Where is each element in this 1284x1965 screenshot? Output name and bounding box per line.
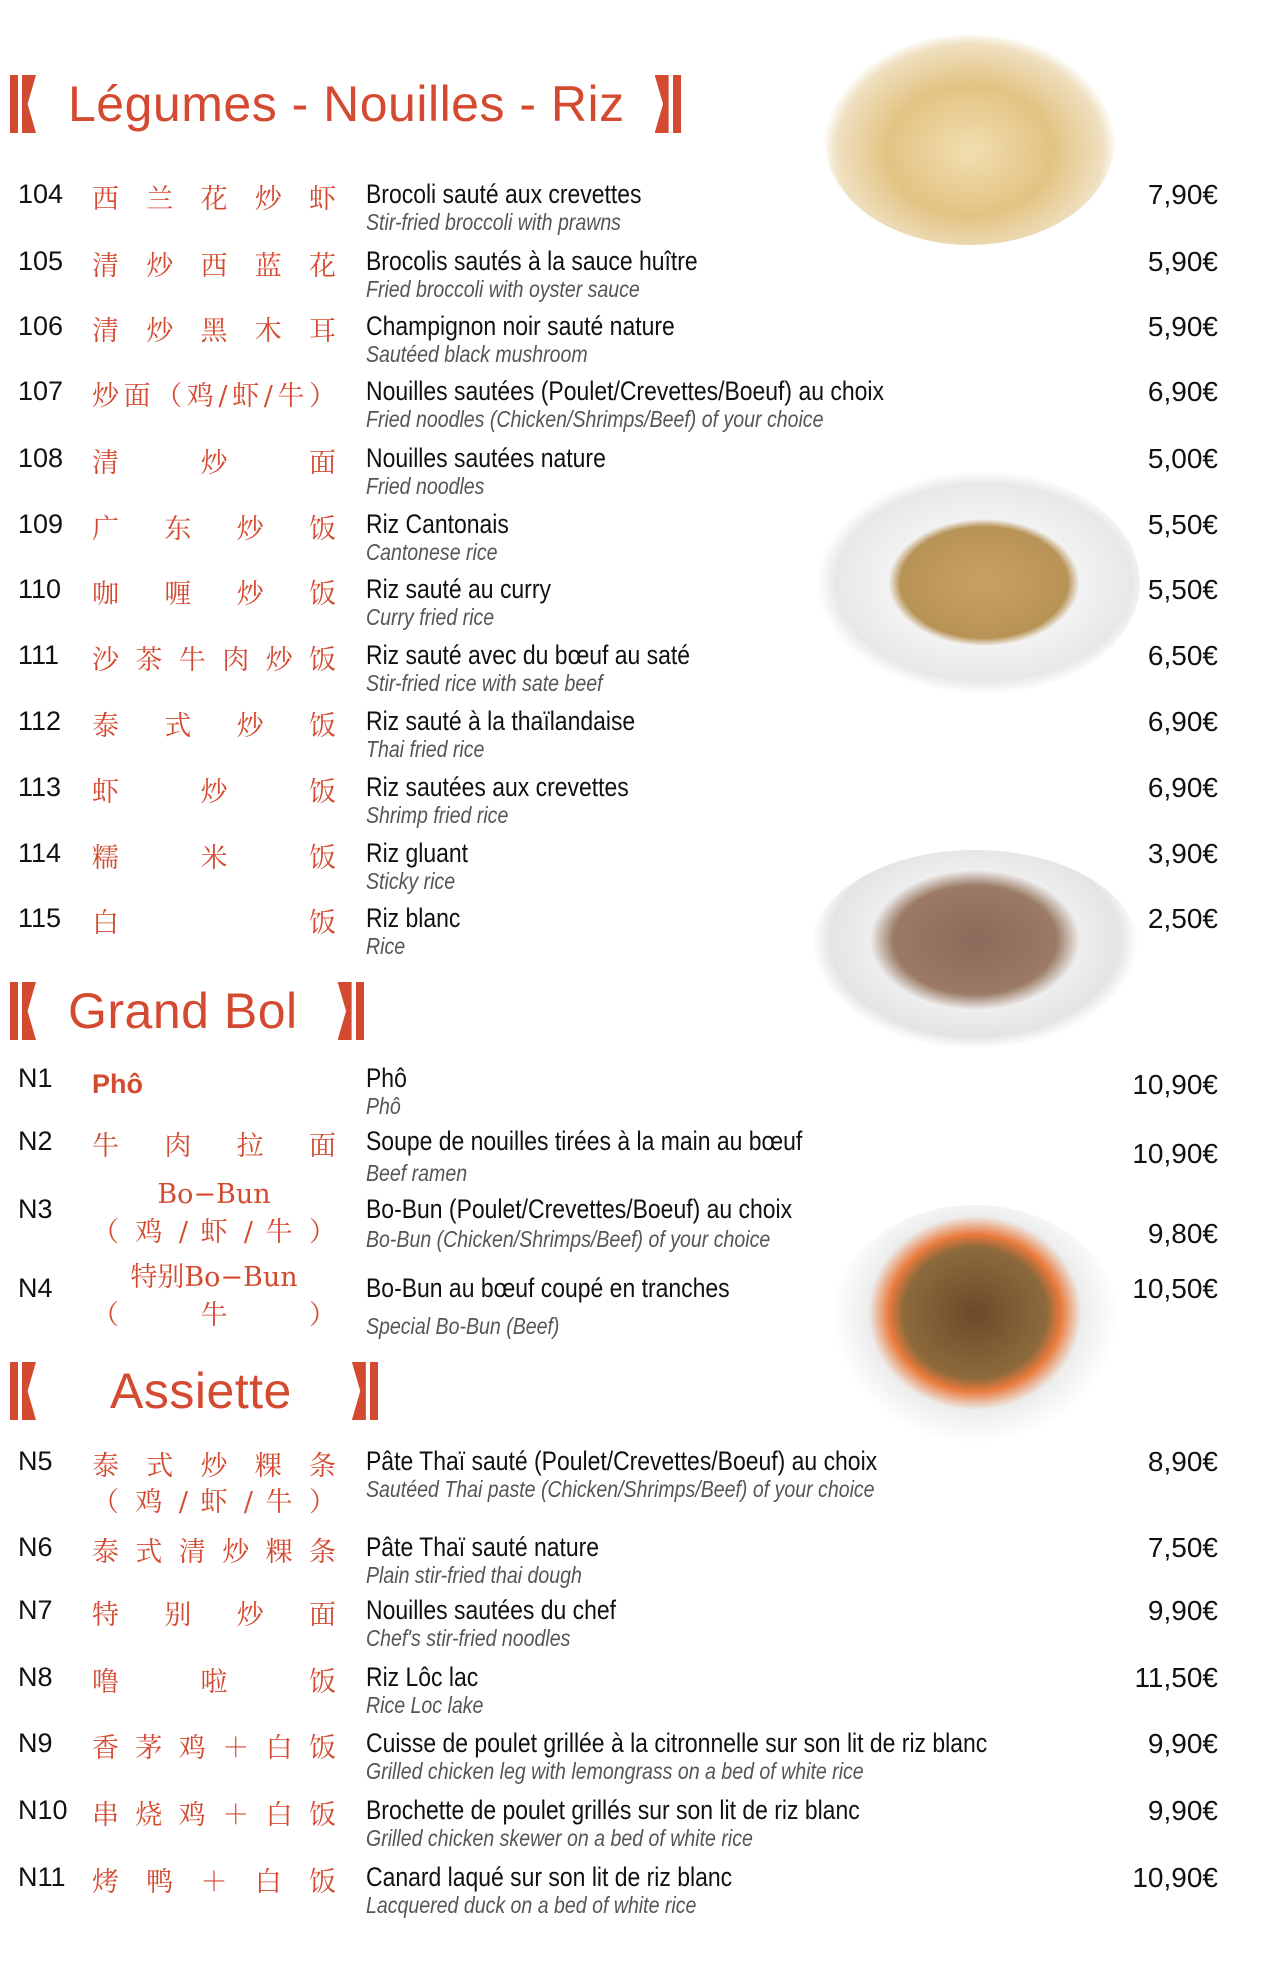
item-number: 110	[18, 574, 62, 604]
item-price: 7,90€	[1147, 179, 1218, 210]
item-chinese-name: 泰 式 炒 粿 条	[92, 1451, 336, 1482]
item-english-name: Fried noodles	[366, 473, 485, 499]
noodles-photo	[825, 35, 1115, 245]
item-french-name: Riz sauté avec du bœuf au saté	[366, 640, 691, 670]
item-english-name: Shrimp fried rice	[366, 802, 509, 828]
item-chinese-name: 广 东 炒 饭	[92, 514, 336, 545]
item-english-name: Stir-fried broccoli with prawns	[366, 209, 621, 235]
item-chinese-name: 特别Bo−Bun	[130, 1262, 298, 1293]
item-number: 106	[18, 311, 64, 341]
bo-bun-bowl-photo	[830, 1205, 1120, 1445]
item-chinese-variant: （ 鸡 / 虾 / 牛 ）	[92, 1217, 336, 1248]
item-number: 107	[18, 376, 64, 406]
item-french-name: Riz gluant	[366, 838, 469, 868]
item-number: 113	[18, 772, 62, 802]
item-french-name: Riz Lôc lac	[366, 1662, 479, 1692]
item-french-name: Pâte Thaï sauté nature	[366, 1532, 600, 1562]
item-english-name: Sticky rice	[366, 868, 456, 894]
item-chinese-name: 噜 啦 饭	[92, 1667, 336, 1698]
item-number: N2	[18, 1126, 53, 1156]
item-french-name: Brocoli sauté aux crevettes	[366, 179, 642, 209]
item-english-name: Phô	[366, 1093, 401, 1119]
item-english-name: Rice Loc lake	[366, 1692, 484, 1718]
item-chinese-name: 白 饭	[92, 908, 336, 939]
item-price: 10,50€	[1132, 1273, 1218, 1304]
item-english-name: Plain stir-fried thai dough	[366, 1562, 582, 1588]
item-french-name: Brochette de poulet grillés sur son lit de riz blanc	[366, 1795, 860, 1825]
item-number: N6	[18, 1532, 53, 1562]
bracket-right-icon	[651, 75, 681, 133]
item-price: 11,50€	[1134, 1662, 1218, 1693]
item-english-name: Rice	[366, 933, 406, 959]
item-number: N11	[18, 1862, 66, 1892]
item-english-name: Grilled chicken leg with lemongrass on a bed of white rice	[366, 1758, 864, 1784]
item-number: 111	[18, 640, 60, 670]
bracket-left-icon	[10, 75, 40, 133]
section-title: Assiette	[110, 1363, 292, 1419]
item-chinese-variant: （ 牛 ）	[92, 1300, 336, 1331]
section-header-grand-bol	[10, 980, 364, 1042]
item-chinese-name: 炒面（鸡/虾/牛）	[92, 381, 336, 412]
item-french-name: Bo-Bun au bœuf coupé en tranches	[366, 1273, 730, 1303]
item-french-name: Canard laqué sur son lit de riz blanc	[366, 1862, 733, 1892]
item-price: 8,90€	[1147, 1446, 1218, 1477]
bracket-left-icon	[10, 982, 40, 1040]
item-chinese-name: 沙 茶 牛 肉 炒 饭	[92, 645, 336, 676]
item-price: 6,90€	[1147, 376, 1218, 407]
item-english-name: Chef's stir-fried noodles	[366, 1625, 571, 1651]
item-number: N4	[18, 1273, 53, 1303]
item-english-name: Curry fried rice	[366, 604, 495, 630]
item-english-name: Bo-Bun (Chicken/Shrimps/Beef) of your choice	[366, 1226, 771, 1252]
section-header-legumes	[10, 73, 681, 135]
item-number: 115	[18, 903, 62, 933]
item-chinese-name: 清 炒 面	[92, 448, 336, 479]
item-price: 10,90€	[1132, 1862, 1218, 1893]
item-french-name: Riz sauté au curry	[366, 574, 551, 604]
item-english-name: Beef ramen	[366, 1160, 468, 1186]
item-english-name: Lacquered duck on a bed of white rice	[366, 1892, 697, 1918]
bracket-right-icon	[334, 982, 364, 1040]
item-number: N5	[18, 1446, 53, 1476]
item-price: 5,00€	[1147, 443, 1218, 474]
item-french-name: Soupe de nouilles tirées à la main au bœuf	[366, 1126, 803, 1156]
item-french-name: Champignon noir sauté nature	[366, 311, 675, 341]
item-number: 104	[18, 179, 64, 209]
item-french-name: Phô	[366, 1063, 407, 1093]
item-price: 5,90€	[1147, 311, 1218, 342]
item-price: 2,50€	[1147, 903, 1218, 934]
item-chinese-name: 泰 式 炒 饭	[92, 711, 336, 742]
item-number: N8	[18, 1662, 53, 1692]
item-chinese-name: 咖 喱 炒 饭	[92, 579, 336, 610]
item-chinese-name: Phô	[92, 1069, 143, 1099]
item-price: 9,90€	[1147, 1728, 1218, 1759]
item-price: 7,50€	[1147, 1532, 1218, 1563]
item-price: 3,90€	[1147, 838, 1218, 869]
item-chinese-name: Bo−Bun	[157, 1179, 271, 1210]
item-chinese-name: 清 炒 黑 木 耳	[92, 316, 336, 347]
item-english-name: Thai fried rice	[366, 736, 485, 762]
item-price: 9,80€	[1147, 1218, 1218, 1249]
item-chinese-name: 烤 鸭 ＋ 白 饭	[92, 1867, 336, 1898]
item-chinese-name: 串 烧 鸡 ＋ 白 饭	[92, 1800, 336, 1831]
fried-rice-photo	[815, 470, 1140, 695]
item-number: N3	[18, 1194, 53, 1224]
item-number: 109	[18, 509, 64, 539]
item-number: N10	[18, 1795, 68, 1825]
item-number: 112	[18, 706, 62, 736]
bracket-left-icon	[10, 1362, 40, 1420]
section-title: Grand Bol	[68, 983, 298, 1039]
item-price: 6,90€	[1147, 706, 1218, 737]
item-number: N1	[18, 1063, 53, 1093]
item-french-name: Riz blanc	[366, 903, 461, 933]
section-header-assiette	[10, 1360, 378, 1422]
item-french-name: Pâte Thaï sauté (Poulet/Crevettes/Boeuf) au choix	[366, 1446, 878, 1476]
pho-bowl-photo	[810, 850, 1140, 1050]
item-french-name: Cuisse de poulet grillée à la citronnelle sur son lit de riz blanc	[366, 1728, 988, 1758]
item-french-name: Riz Cantonais	[366, 509, 509, 539]
item-chinese-name: 清 炒 西 蓝 花	[92, 251, 336, 282]
item-english-name: Sautéed black mushroom	[366, 341, 588, 367]
item-chinese-name: 糯 米 饭	[92, 843, 336, 874]
item-french-name: Riz sauté à la thaïlandaise	[366, 706, 636, 736]
item-price: 10,90€	[1132, 1069, 1218, 1100]
item-price: 6,50€	[1147, 640, 1218, 671]
item-english-name: Fried noodles (Chicken/Shrimps/Beef) of your choice	[366, 406, 824, 432]
item-number: N7	[18, 1595, 53, 1625]
item-french-name: Nouilles sautées du chef	[366, 1595, 617, 1625]
bracket-right-icon	[348, 1362, 378, 1420]
item-french-name: Riz sautées aux crevettes	[366, 772, 629, 802]
item-number: 114	[18, 838, 62, 868]
section-title: Légumes - Nouilles - Riz	[68, 76, 625, 132]
item-chinese-name: 虾 炒 饭	[92, 777, 336, 808]
item-chinese-variant: （ 鸡 / 虾 / 牛 ）	[92, 1487, 336, 1518]
item-price: 9,90€	[1147, 1595, 1218, 1626]
item-chinese-name: 泰 式 清 炒 粿 条	[92, 1537, 336, 1568]
item-chinese-name: 特 别 炒 面	[92, 1600, 336, 1631]
item-price: 10,90€	[1132, 1138, 1218, 1169]
item-english-name: Sautéed Thai paste (Chicken/Shrimps/Beef) of your choice	[366, 1476, 875, 1502]
item-english-name: Cantonese rice	[366, 539, 498, 565]
item-french-name: Nouilles sautées nature	[366, 443, 606, 473]
item-chinese-name: 牛 肉 拉 面	[92, 1131, 336, 1162]
item-french-name: Nouilles sautées (Poulet/Crevettes/Boeuf) au choix	[366, 376, 884, 406]
item-price: 5,90€	[1147, 246, 1218, 277]
item-french-name: Brocolis sautés à la sauce huître	[366, 246, 698, 276]
item-chinese-name: 西 兰 花 炒 虾	[92, 184, 336, 215]
item-number: 108	[18, 443, 64, 473]
item-english-name: Grilled chicken skewer on a bed of white rice	[366, 1825, 753, 1851]
item-number: N9	[18, 1728, 53, 1758]
item-price: 9,90€	[1147, 1795, 1218, 1826]
item-english-name: Special Bo-Bun (Beef)	[366, 1313, 560, 1339]
item-price: 6,90€	[1147, 772, 1218, 803]
item-price: 5,50€	[1147, 509, 1218, 540]
item-english-name: Fried broccoli with oyster sauce	[366, 276, 640, 302]
item-price: 5,50€	[1147, 574, 1218, 605]
item-english-name: Stir-fried rice with sate beef	[366, 670, 603, 696]
item-number: 105	[18, 246, 64, 276]
item-french-name: Bo-Bun (Poulet/Crevettes/Boeuf) au choix	[366, 1194, 793, 1224]
item-chinese-name: 香 茅 鸡 ＋ 白 饭	[92, 1733, 336, 1764]
